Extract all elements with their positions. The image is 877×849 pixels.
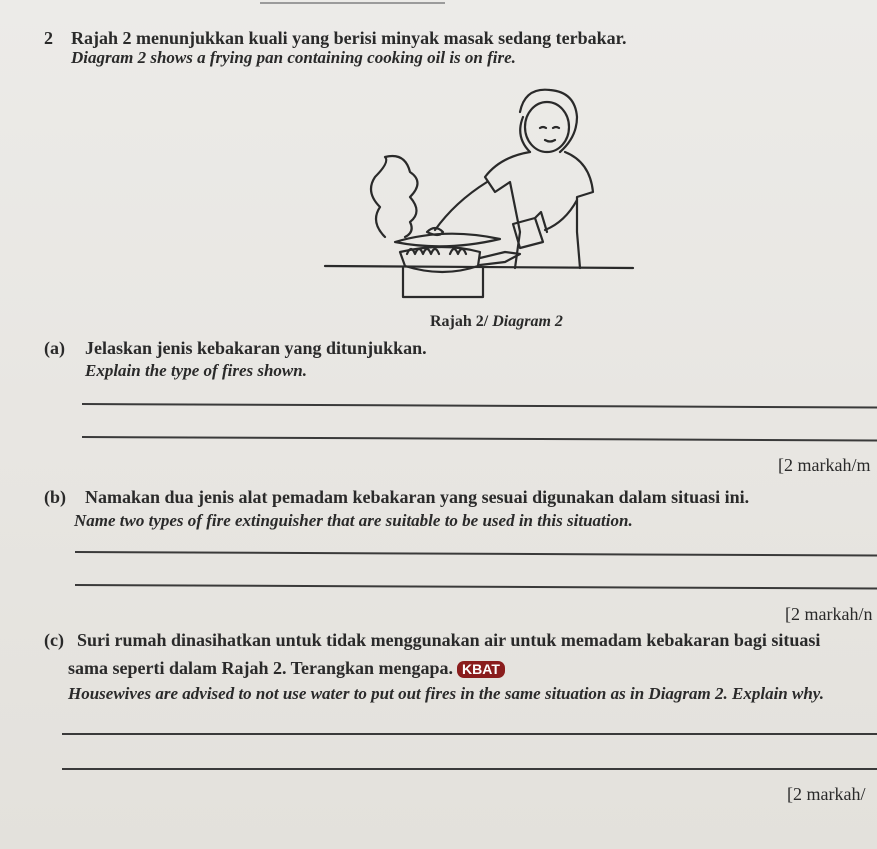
woman-head [525, 102, 569, 152]
part-b-label: (b) [44, 487, 66, 507]
answer-line[interactable] [82, 403, 877, 408]
answer-line[interactable] [82, 436, 877, 441]
flames-right [450, 249, 466, 254]
woman-hand [427, 228, 443, 235]
answer-line[interactable] [62, 733, 877, 735]
part-c-malay-line2 [68, 658, 505, 679]
part-a-malay: Jelaskan jenis kebakaran yang ditunjukkan. [85, 338, 427, 358]
page-top-rule [260, 2, 445, 4]
part-a-label: (a) [44, 338, 65, 358]
frying-pan-fire-diagram [315, 82, 640, 307]
answer-line[interactable] [75, 551, 877, 556]
caption-english: Diagram 2 [492, 313, 563, 330]
pan-lid [395, 234, 500, 247]
pan-handle [480, 252, 520, 265]
frying-pan [400, 247, 480, 272]
woman-right-arm [545, 200, 577, 230]
smoke-cloud [371, 156, 418, 237]
part-b-malay: Namakan dua jenis alat pemadam kebakaran yang sesuai digunakan dalam situasi ini. [85, 487, 750, 507]
question-number: 2 [44, 28, 53, 48]
part-c-english: Housewives are advised to not use water to put out fires in the same situation as in Diagram 2. Explain why. [68, 684, 824, 703]
part-c-malay-text: sama seperti dalam Rajah 2. Terangkan mengapa. [68, 658, 454, 678]
caption-malay: Rajah 2/ [430, 313, 489, 330]
question-intro-malay: Rajah 2 menunjukkan kuali yang berisi minyak masak sedang terbakar. [71, 28, 627, 48]
answer-line[interactable] [62, 768, 877, 770]
part-c-malay-line1: Suri rumah dinasihatkan untuk tidak menggunakan air untuk memadam kebakaran bagi situasi [77, 630, 821, 650]
flames [407, 249, 439, 254]
part-c-marks: [2 markah/ [787, 784, 866, 804]
part-c-label: (c) [44, 630, 64, 650]
woman-body [485, 152, 593, 268]
answer-line[interactable] [75, 584, 877, 589]
part-a-english: Explain the type of fires shown. [85, 361, 307, 380]
woman-face [540, 127, 559, 142]
part-b-marks: [2 markah/n [785, 604, 873, 624]
part-a-marks: [2 markah/m [778, 455, 871, 475]
kbat-badge: KBAT [457, 661, 505, 678]
diagram-caption [430, 313, 563, 331]
question-intro-english: Diagram 2 shows a frying pan containing cooking oil is on fire. [71, 48, 516, 67]
woman-left-arm [435, 182, 487, 230]
part-b-english: Name two types of fire extinguisher that are suitable to be used in this situation. [74, 511, 633, 530]
